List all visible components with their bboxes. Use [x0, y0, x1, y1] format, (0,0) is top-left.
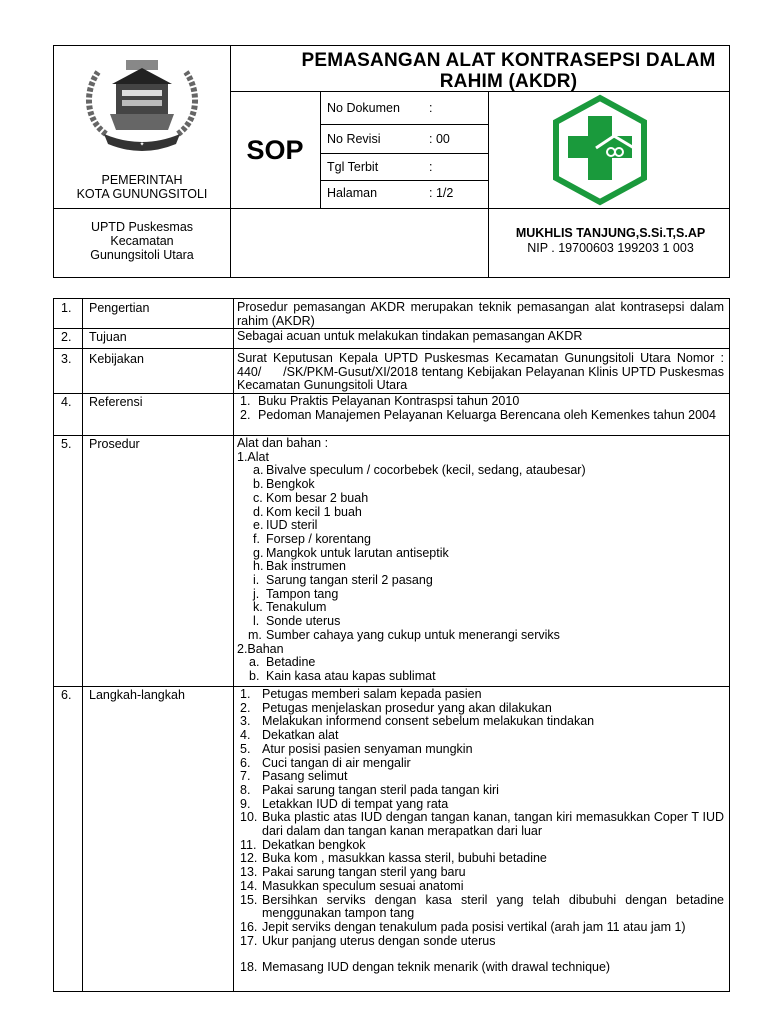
list-item: 12. Buka kom , masukkan kassa steril, bubuhi betadine: [240, 851, 547, 866]
list-item: 4. Dekatkan alat: [240, 728, 339, 743]
list-item: 16. Jepit serviks dengan tenakulum pada posisi vertikal (arah jam 11 atau jam 1): [240, 919, 686, 934]
pengertian-text: Prosedur pemasangan AKDR merupakan teknik pemasangan alat kontrasepsi dalam rahim (AKDR): [237, 300, 724, 328]
list-item: d. Kom kecil 1 buah: [253, 504, 362, 519]
list-item: a. Betadine: [249, 655, 316, 670]
row-number: 1.: [61, 301, 72, 315]
meta-value-dokumen: :: [429, 101, 433, 115]
sop-content-table: [53, 298, 730, 992]
row-label-tujuan: Tujuan: [89, 330, 127, 344]
kebijakan-text: Surat Keputusan Kepala UPTD Puskesmas Kecamatan Gunungsitoli Utara Nomor : 440/ /SK/PKM-Gusut/XI/2018 tentang Kebijakan Pelayanan Klinis UPTD Puskesmas Kecamatan Gunungsitoli Utara: [237, 351, 728, 393]
svg-text:✦: ✦: [139, 142, 145, 148]
row-label-prosedur: Prosedur: [89, 437, 140, 451]
meta-label-halaman: Halaman: [327, 186, 378, 200]
meta-label-terbit: Tgl Terbit: [327, 160, 379, 174]
puskesmas-logo-icon: [544, 94, 656, 206]
meta-value-halaman: : 1/2: [429, 186, 454, 200]
list-item: f. Forsep / korentang: [253, 531, 371, 546]
list-item: 10. Buka plastic atas IUD dengan tangan kanan, tangan kiri memasukkan Coper T IUD dari dalam dan tangan kanan merapatkan dari luar: [240, 810, 724, 839]
list-item: 5. Atur posisi pasien senyaman mungkin: [240, 741, 473, 756]
meta-label-revisi: No Revisi: [327, 132, 381, 146]
list-item: 9. Letakkan IUD di tempat yang rata: [240, 796, 449, 811]
document-title: PEMASANGAN ALAT KONTRASEPSI DALAM RAHIM (AKDR): [301, 50, 716, 92]
sop-header: [53, 45, 730, 278]
list-item: a. Bivalve speculum / cocorbebek (kecil, sedang, ataubesar): [253, 463, 586, 478]
list-item: k. Tenakulum: [253, 600, 327, 615]
list-item: m. Sumber cahaya yang cukup untuk menerangi serviks: [248, 627, 560, 642]
row-label-kebijakan: Kebijakan: [89, 352, 144, 366]
uptd-line1: UPTD Puskesmas: [90, 220, 194, 234]
list-item: 7. Pasang selimut: [240, 769, 348, 784]
list-item: 8. Pakai sarung tangan steril pada tangan kiri: [240, 782, 499, 797]
list-item: 1. Buku Praktis Pelayanan Kontraspsi tahun 2010: [240, 394, 520, 408]
list-item: 14. Masukkan speculum sesuai anatomi: [240, 878, 464, 893]
row-number: 5.: [61, 437, 72, 451]
row-number: 2.: [61, 330, 72, 344]
uptd-line2: Kecamatan: [110, 234, 174, 248]
referensi-list: [237, 395, 724, 422]
list-item: b. Kain kasa atau kapas sublimat: [249, 668, 436, 683]
list-item: 11. Dekatkan bengkok: [240, 837, 366, 852]
row-label-langkah: Langkah-langkah: [89, 688, 185, 702]
list-item: l. Sonde uterus: [253, 614, 341, 629]
row-number: 3.: [61, 352, 72, 366]
row-label-referensi: Referensi: [89, 395, 143, 409]
list-item: j. Tampon tang: [253, 586, 339, 601]
list-item: c. Kom besar 2 buah: [253, 490, 369, 505]
row-label-pengertian: Pengertian: [89, 301, 150, 315]
gov-line2: KOTA GUNUNGSITOLI: [76, 187, 208, 201]
list-item: 3. Melakukan informend consent sebelum melakukan tindakan: [240, 714, 595, 729]
gov-line1: PEMERINTAH: [101, 173, 183, 187]
signatory-nip: NIP . 19700603 199203 1 003: [527, 241, 694, 255]
meta-label-dokumen: No Dokumen: [327, 101, 400, 115]
langkah-list: [237, 688, 724, 975]
sop-label: SOP: [246, 135, 304, 165]
prosedur-intro: Alat dan bahan :: [237, 436, 329, 450]
list-item: 18. Memasang IUD dengan teknik menarik (with drawal technique): [240, 960, 611, 975]
list-item: 1. Petugas memberi salam kepada pasien: [240, 687, 482, 701]
list-item: g. Mangkok untuk larutan antiseptik: [253, 545, 449, 560]
prosedur-list: [237, 437, 724, 684]
list-item: 2. Petugas menjelaskan prosedur yang akan dilakukan: [240, 700, 552, 715]
list-item: 13. Pakai sarung tangan steril yang baru: [240, 865, 466, 880]
list-item: e. IUD steril: [253, 518, 318, 533]
uptd-line3: Gunungsitoli Utara: [90, 248, 194, 262]
meta-value-revisi: : 00: [429, 132, 450, 146]
alat-title: 1.Alat: [237, 449, 269, 464]
list-item: 17. Ukur panjang uterus dengan sonde uterus: [240, 933, 496, 948]
list-item: 2. Pedoman Manajemen Pelayanan Keluarga Berencana oleh Kemenkes tahun 2004: [240, 407, 716, 422]
signatory-name: MUKHLIS TANJUNG,S.Si.T,S.AP: [515, 226, 706, 240]
row-number: 6.: [61, 688, 72, 702]
gunungsitoli-crest-icon: [76, 50, 208, 166]
list-item: h. Bak instrumen: [253, 559, 346, 574]
meta-value-terbit: :: [429, 160, 433, 174]
list-item: b. Bengkok: [253, 477, 315, 492]
tujuan-text: Sebagai acuan untuk melakukan tindakan pemasangan AKDR: [237, 329, 583, 343]
list-item: 15. Bersihkan serviks dengan kasa steril yang telah dibubuhi dengan betadine menggunakan tampon tang: [240, 892, 724, 921]
row-number: 4.: [61, 395, 72, 409]
list-item: 6. Cuci tangan di air mengalir: [240, 755, 411, 770]
list-item: i. Sarung tangan steril 2 pasang: [253, 573, 433, 588]
bahan-title: 2.Bahan: [237, 641, 284, 656]
